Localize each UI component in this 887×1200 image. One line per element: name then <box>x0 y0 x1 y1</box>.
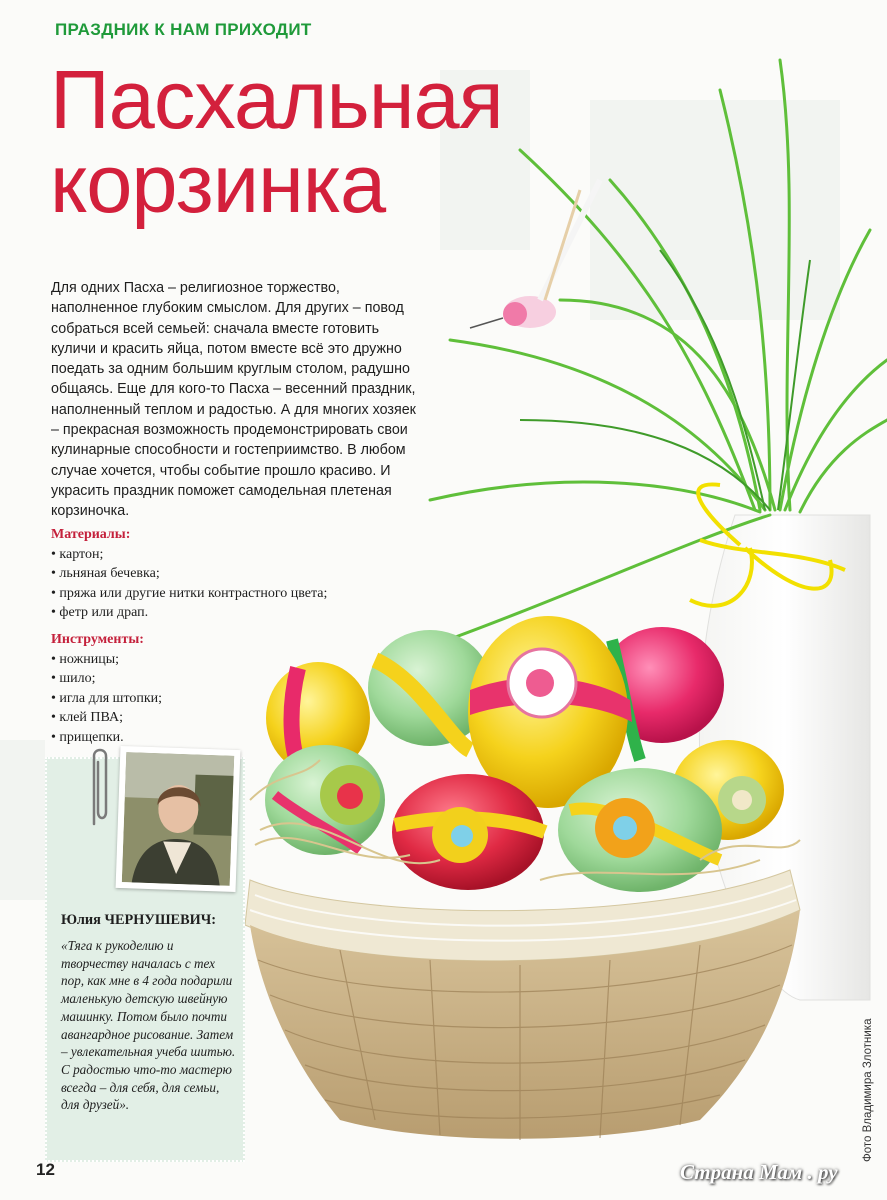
author-name: Юлия ЧЕРНУШЕВИЧ: <box>61 912 216 928</box>
list-item: • фетр или драп. <box>51 603 327 623</box>
author-portrait <box>122 752 234 886</box>
list-item: • ножницы; <box>51 650 162 670</box>
materials-list <box>51 545 327 623</box>
materials-heading: Материалы: <box>51 527 131 542</box>
paperclip-icon <box>84 742 114 832</box>
list-item: • картон; <box>51 545 327 565</box>
watermark: Страна Мам . ру <box>680 1160 838 1184</box>
page-number: 12 <box>36 1160 55 1179</box>
tools-heading: Инструменты: <box>51 632 144 647</box>
list-item: • пряжа или другие нитки контрастного цвета; <box>51 584 327 604</box>
author-quote: «Тяга к рукоделию и творчеству началась с тех пор, как мне в 4 года подарили маленькую детскую швейную машинку. Потом было почти авангардное рисование. Затем – увлекательная учеба шитью. С радостью что-то мастерю всегда – для себя, для семьи, для друзей». <box>61 938 236 1113</box>
materials-block <box>51 525 327 623</box>
list-item: • шило; <box>51 669 162 689</box>
list-item: • клей ПВА; <box>51 708 162 728</box>
title-line-1: Пасхальная <box>50 53 503 146</box>
crochet-flower-pink <box>508 649 576 717</box>
list-item: • льняная бечевка; <box>51 564 327 584</box>
author-photo <box>116 746 241 892</box>
photo-credit: Фото Владимира Злотника <box>862 1018 874 1162</box>
list-item: • игла для штопки; <box>51 689 162 709</box>
tools-list <box>51 650 162 748</box>
list-item: • прищепки. <box>51 728 162 748</box>
tools-block <box>51 630 162 747</box>
page-title <box>50 53 503 230</box>
section-kicker: ПРАЗДНИК К НАМ ПРИХОДИТ <box>55 20 312 39</box>
title-line-2: корзинка <box>50 137 386 230</box>
intro-paragraph: Для одних Пасха – религиозное торжество, наполненное глубоким смыслом. Для других – повод собраться всей семьей: сначала вместе готовить куличи и красить яйца, потом вместе всё это дружно поедать за одним большим круглым столом, радушно общаясь. Еще для кого-то Пасха – весенний праздник, наполненный теплом и радостью. А для многих хозяек – прекрасная возможность продемонстрировать свои кулинарные способности и гостеприимство. В любом случае хочется, чтобы событие прошло красиво. И украсить праздник поможет самодельная плетеная корзиночка. <box>51 280 416 520</box>
